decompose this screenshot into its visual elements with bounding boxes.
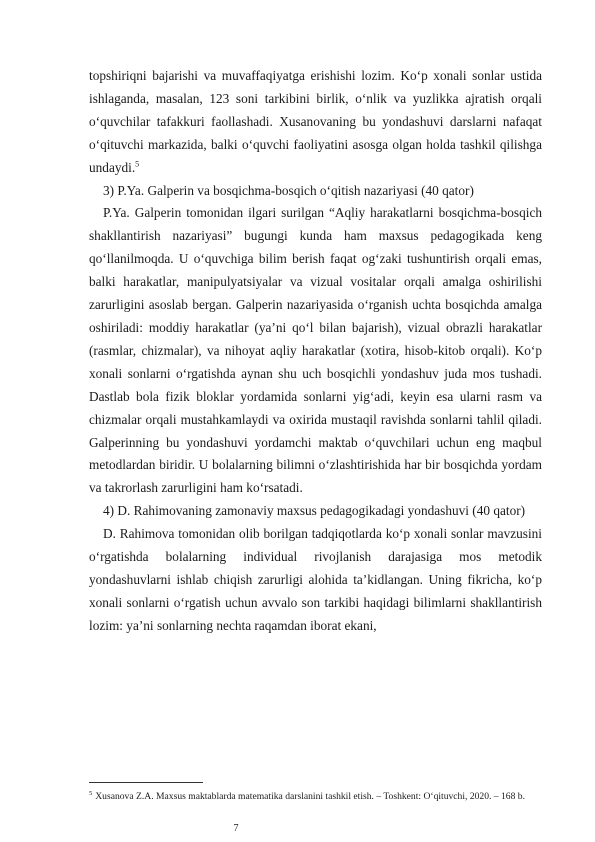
page-body	[89, 65, 542, 638]
paragraph-rahimova: D. Rahimova tomonidan olib borilgan tadqiqotlarda ko‘p xonali sonlar mavzusini o‘rgatishda bolalarning individual rivojlanish darajasiga mos metodik yondashuvlarni ishlab chiqish zarurligi alohida ta’kidlangan. Uning fikricha, ko‘p xonali sonlarni o‘rgatish uchun avvalo son tarkibi haqidagi bilimlarni shakllantirish lozim: ya’ni sonlarning nechta raqamdan iborat ekani,	[89, 526, 542, 633]
paragraph-galperin: P.Ya. Galperin tomonidan ilgari surilgan “Aqliy harakatlarni bosqichma-bosqich shakllantirish nazariyasi” bugungi kunda ham maxsus pedagogikada keng qo‘llanilmoqda. U o‘quvchiga bilim berish faqat og‘zaki tushuntirish orqali emas, balki harakatlar, manipulyatsiyalar va vizual vositalar orqali amalga oshirilishi zarurligini asoslab bergan. Galperin nazariyasida o‘rganish uchta bosqichda amalga oshiriladi: moddiy harakatlar (ya’ni qo‘l bilan bajarish), vizual obrazli harakatlar (rasmlar, chizmalar), va nihoyat aqliy harakatlar (xotira, hisob-kitob orqali). Ko‘p xonali sonlarni o‘rgatishda aynan shu uch bosqichli yondashuv juda mos tushadi. Dastlab bola fizik bloklar yordamida sonlarni yig‘adi, keyin esa ularni rasm va chizmalar orqali mustahkamlaydi va oxirida mustaqil ravishda sonlarni tahlil qiladi. Galperinning bu yondashuvi yordamchi maktab o‘quvchilari uchun eng maqbul metodlardan biridir. U bolalarning bilimni o‘zlashtirishida har bir bosqichda yordam va takrorlash zarurligini ham ko‘rsatadi.	[89, 205, 542, 496]
heading-galperin: 3) P.Ya. Galperin va bosqichma-bosqich o‘qitish nazariyasi (40 qator)	[103, 182, 474, 198]
heading-rahimova: 4) D. Rahimovaning zamonaviy maxsus pedagogikadagi yondashuvi (40 qator)	[103, 503, 526, 519]
paragraph-text: topshiriqni bajarishi va muvaffaqiyatga erishishi lozim. Ko‘p xonali sonlar ustida ishlaganda, masalan, 123 soni tarkibini birlik, o‘nlik va yuzlikka ajratish orqali o‘quvchilar tafakkuri faollashadi. Xusanovaning bu yondashuvi darslarni nafaqat o‘qituvchi markazida, balki o‘quvchi faoliyatini asosga olgan holda tashkil qilishga undaydi.	[89, 68, 542, 175]
page-number: 7	[233, 823, 239, 834]
paragraph-xusanova-continuation	[89, 65, 542, 180]
footnote-mark: 5	[89, 789, 93, 797]
footnote-reference: 5	[135, 159, 140, 169]
footnote-divider	[89, 782, 203, 783]
footnote	[89, 790, 542, 805]
footnote-text: Xusanova Z.A. Maxsus maktablarda matematika darslanini tashkil etish. – Toshkent: O‘qituvchi, 2020. – 168 b.	[95, 791, 525, 802]
